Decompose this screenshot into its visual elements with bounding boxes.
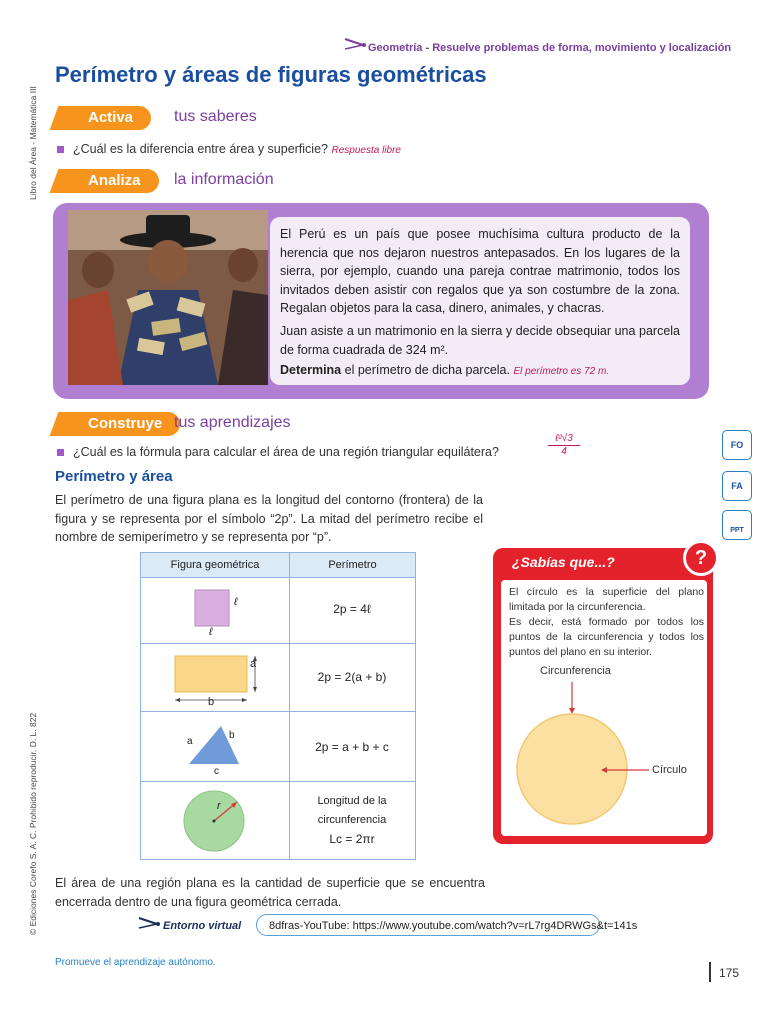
entorno-virtual-label: Entorno virtual <box>163 920 242 932</box>
header-area: Geometría <box>368 42 423 54</box>
fo-icon[interactable]: FO <box>722 430 752 460</box>
table-formula: 2p = a + b + c <box>315 740 389 754</box>
analiza-tag: Analiza <box>60 169 159 193</box>
fa-icon[interactable]: FA <box>722 471 752 501</box>
triangle-side-b-label: b <box>229 730 235 741</box>
perimeter-table <box>140 552 416 860</box>
table-header-perimeter: Perímetro <box>290 553 415 577</box>
info-paragraph-2: Juan asiste a un matrimonio en la sierra y decide obsequiar una parcela de forma cuadrada de 324 m². <box>280 323 680 357</box>
table-row <box>141 781 415 860</box>
copyright-side-label: © Ediciones Corefo S. A. C. Prohibido reproducir. D. L. 822 <box>28 712 38 935</box>
circle-diagram <box>515 680 705 832</box>
info-paragraph-1: El Perú es un país que posee muchísima cultura producto de la herencia que nos dejaron nuestros antepasados. En los lugares de la sierra, por ejemplo, cuando una pareja contrae matrimonio, todos los invitados deben asistir con regalos que ya son costumbre de la zona. Regalan objetos para la casa, dinero, animales, y chacras. <box>280 227 680 316</box>
question-mark-icon: ? <box>683 540 719 576</box>
table-row <box>141 643 415 712</box>
rectangle-height-label: a <box>250 658 257 670</box>
table-formula: 2p = 4ℓ <box>333 602 371 616</box>
header-subtitle: Resuelve problemas de forma, movimiento y localización <box>432 42 732 54</box>
table-header-figure: Figura geométrica <box>141 553 289 577</box>
circulo-label: Círculo <box>652 764 687 776</box>
activa-rest: tus saberes <box>174 108 257 125</box>
triangle-shape <box>181 718 261 774</box>
area-paragraph: El área de una región plana es la cantidad de superficie que se encuentra encerrada dentro de una figura geométrica cerrada. <box>55 876 485 909</box>
construye-rest: tus aprendizajes <box>174 414 291 431</box>
info-paragraph-3: Determina el perímetro de dicha parcela. El perímetro es 72 m. <box>280 363 610 378</box>
answer-denominator: 4 <box>561 446 567 457</box>
book-side-label: Libro del Área - Matemática III <box>28 86 38 200</box>
header-breadcrumb: Geometría - Resuelve problemas de forma, movimiento y localización <box>368 42 732 54</box>
info-text <box>280 225 680 382</box>
analiza-rest: la información <box>174 171 274 188</box>
page-title: Perímetro y áreas de figuras geométricas <box>55 62 487 87</box>
youtube-link[interactable]: 8dfras-YouTube: https://www.youtube.com/watch?v=rL7rg4DRWGs&t=141s <box>256 914 600 936</box>
ppt-icon[interactable]: PPT <box>722 510 752 540</box>
construye-question: ¿Cuál es la fórmula para calcular el área de una región triangular equilátera? <box>57 445 499 459</box>
dart-icon <box>343 37 367 51</box>
circle-shape <box>181 788 253 854</box>
table-row <box>141 711 415 782</box>
activa-tag: Activa <box>60 106 151 130</box>
bullet-icon <box>57 449 64 456</box>
square-side-label: ℓ <box>234 596 238 608</box>
table-formula: Longitud de la circunferencia Lc = 2πr <box>317 795 387 846</box>
triangle-side-c-label: c <box>214 766 219 777</box>
wedding-photo <box>68 210 268 385</box>
info-answer: El perímetro es 72 m. <box>513 366 610 378</box>
sabias-que-title: ¿Sabías que...? <box>512 554 615 570</box>
activa-answer: Respuesta libre <box>331 145 401 156</box>
footer-note: Promueve el aprendizaje autónomo. <box>55 957 216 968</box>
answer-numerator: ℓ²√3 <box>548 433 580 446</box>
dart-icon <box>137 916 161 930</box>
circle-radius-label: r <box>217 800 221 812</box>
sabias-que-text: El círculo es la superficie del plano limitada por la circunferencia. Es decir, está formado por todos los puntos de la circunferencia y todos los puntos del plano en su interior. <box>509 586 704 658</box>
perimetro-subtitle: Perímetro y área <box>55 468 173 485</box>
activa-question: ¿Cuál es la diferencia entre área y superficie? Respuesta libre <box>57 142 401 156</box>
table-row <box>141 577 415 644</box>
table-formula: 2p = 2(a + b) <box>317 670 387 684</box>
rectangle-base-label: b <box>208 696 215 708</box>
square-bottom-label: ℓ <box>209 626 213 638</box>
triangle-side-a-label: a <box>187 736 193 747</box>
square-shape <box>185 586 255 642</box>
footer-divider <box>709 962 711 982</box>
construye-tag: Construye <box>60 412 180 436</box>
construye-answer <box>548 433 580 457</box>
bullet-icon <box>57 146 64 153</box>
circunferencia-label: Circunferencia <box>540 665 611 677</box>
page-number: 175 <box>719 966 740 980</box>
perimetro-paragraph: El perímetro de una figura plana es la longitud del contorno (frontera) de la figura y se representa por el símbolo “2p”. La mitad del perímetro recibe el nombre de semiperímetro y se representa por “p”. <box>55 493 483 544</box>
rectangle-shape <box>167 648 277 710</box>
